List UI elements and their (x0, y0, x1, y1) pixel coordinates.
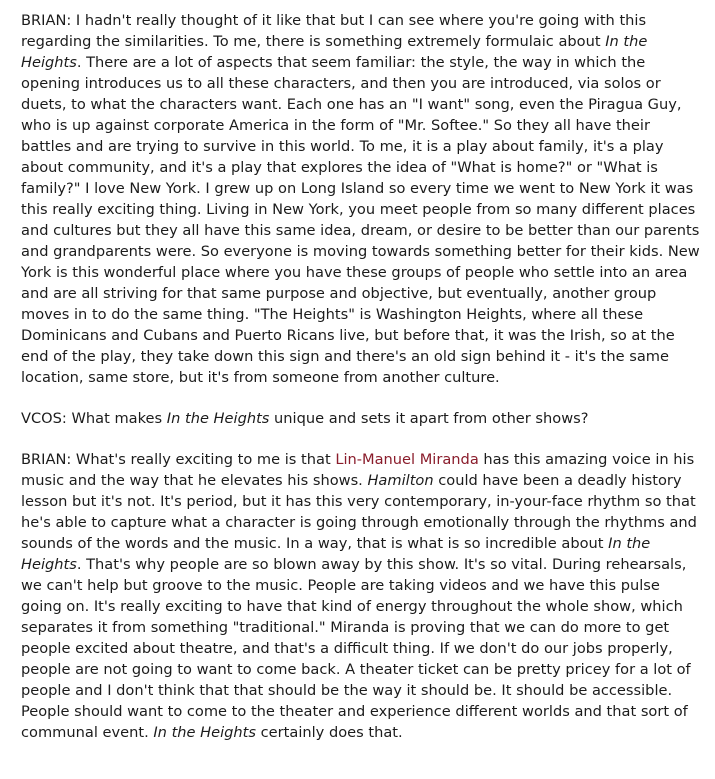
paragraph-vcos-question (21, 408, 701, 429)
text-segment: certainly does that. (256, 724, 403, 741)
article-body (21, 10, 701, 763)
show-title: In the Heights (153, 724, 257, 741)
text-segment: has this amazing voice in his music and the way that he elevates his shows. (21, 451, 695, 489)
show-title: Hamilton (367, 472, 434, 489)
paragraph-brian-answer-2 (21, 449, 701, 743)
text-segment: unique and sets it apart from other shows? (269, 410, 589, 427)
paragraph-brian-answer-1 (21, 10, 701, 388)
show-title: In the Heights (166, 410, 270, 427)
text-segment: VCOS: What makes (21, 410, 167, 427)
show-title: In the Heights (21, 33, 648, 71)
text-segment: . That's why people are so blown away by this show. It's so vital. During rehearsals, we can't help but groove to the music. People are taking videos and we have this pulse going on. It's really exciting to have that kind of energy throughout the whole show, which separates it from something "traditional." Miranda is proving that we can do more to get people excited about theatre, and that's a difficult thing. If we don't do our jobs properly, people are not going to want to come back. A theater ticket can be pretty pricey for a lot of people and I don't think that that should be the way it should be. It should be accessible. People should want to come to the theater and experience different worlds and that sort of communal event. (21, 556, 691, 741)
text-segment: . There are a lot of aspects that seem familiar: the style, the way in which the opening introduces us to all these characters, and then you are introduced, via solos or duets, to what the characters want. Each one has an "I want" song, even the Piragua Guy, who is up against corporate America in the form of "Mr. Softee." So they all have their battles and are trying to survive in this world. To me, it is a play about family, it's a play about community, and it's a play that explores the idea of "What is home?" or "What is family?" I love New York. I grew up on Long Island so every time we went to New York it was this really exciting thing. Living in New York, you meet people from so many different places and cultures but they all have this same idea, dream, or desire to be better than our parents and grandparents were. So everyone is moving towards something better for their kids. New York is this wonderful place where you have these groups of people who settle into an area and are all striving for that same purpose and objective, but eventually, another group moves in to do the same thing. "The Heights" is Washington Heights, where all these Dominicans and Cubans and Puerto Ricans live, but before that, it was the Irish, so at the end of the play, they take down this sign and there's an old sign behind it - it's the same location, same store, but it's from someone from another culture. (21, 54, 700, 386)
text-segment: BRIAN: What's really exciting to me is that (21, 451, 336, 468)
lin-manuel-miranda-link[interactable]: Lin-Manuel Miranda (335, 451, 479, 468)
text-segment: could have been a deadly history lesson but it's not. It's period, but it has this very contemporary, in-your-face rhythm so that he's able to capture what a character is going through emotionally through the rhythms and sounds of the words and the music. In a way, that is what is so incredible about (21, 472, 697, 552)
text-segment: BRIAN: I hadn't really thought of it like that but I can see where you're going with this regarding the similarities. To me, there is something extremely formulaic about (21, 12, 647, 50)
show-title: In the Heights (21, 535, 651, 573)
